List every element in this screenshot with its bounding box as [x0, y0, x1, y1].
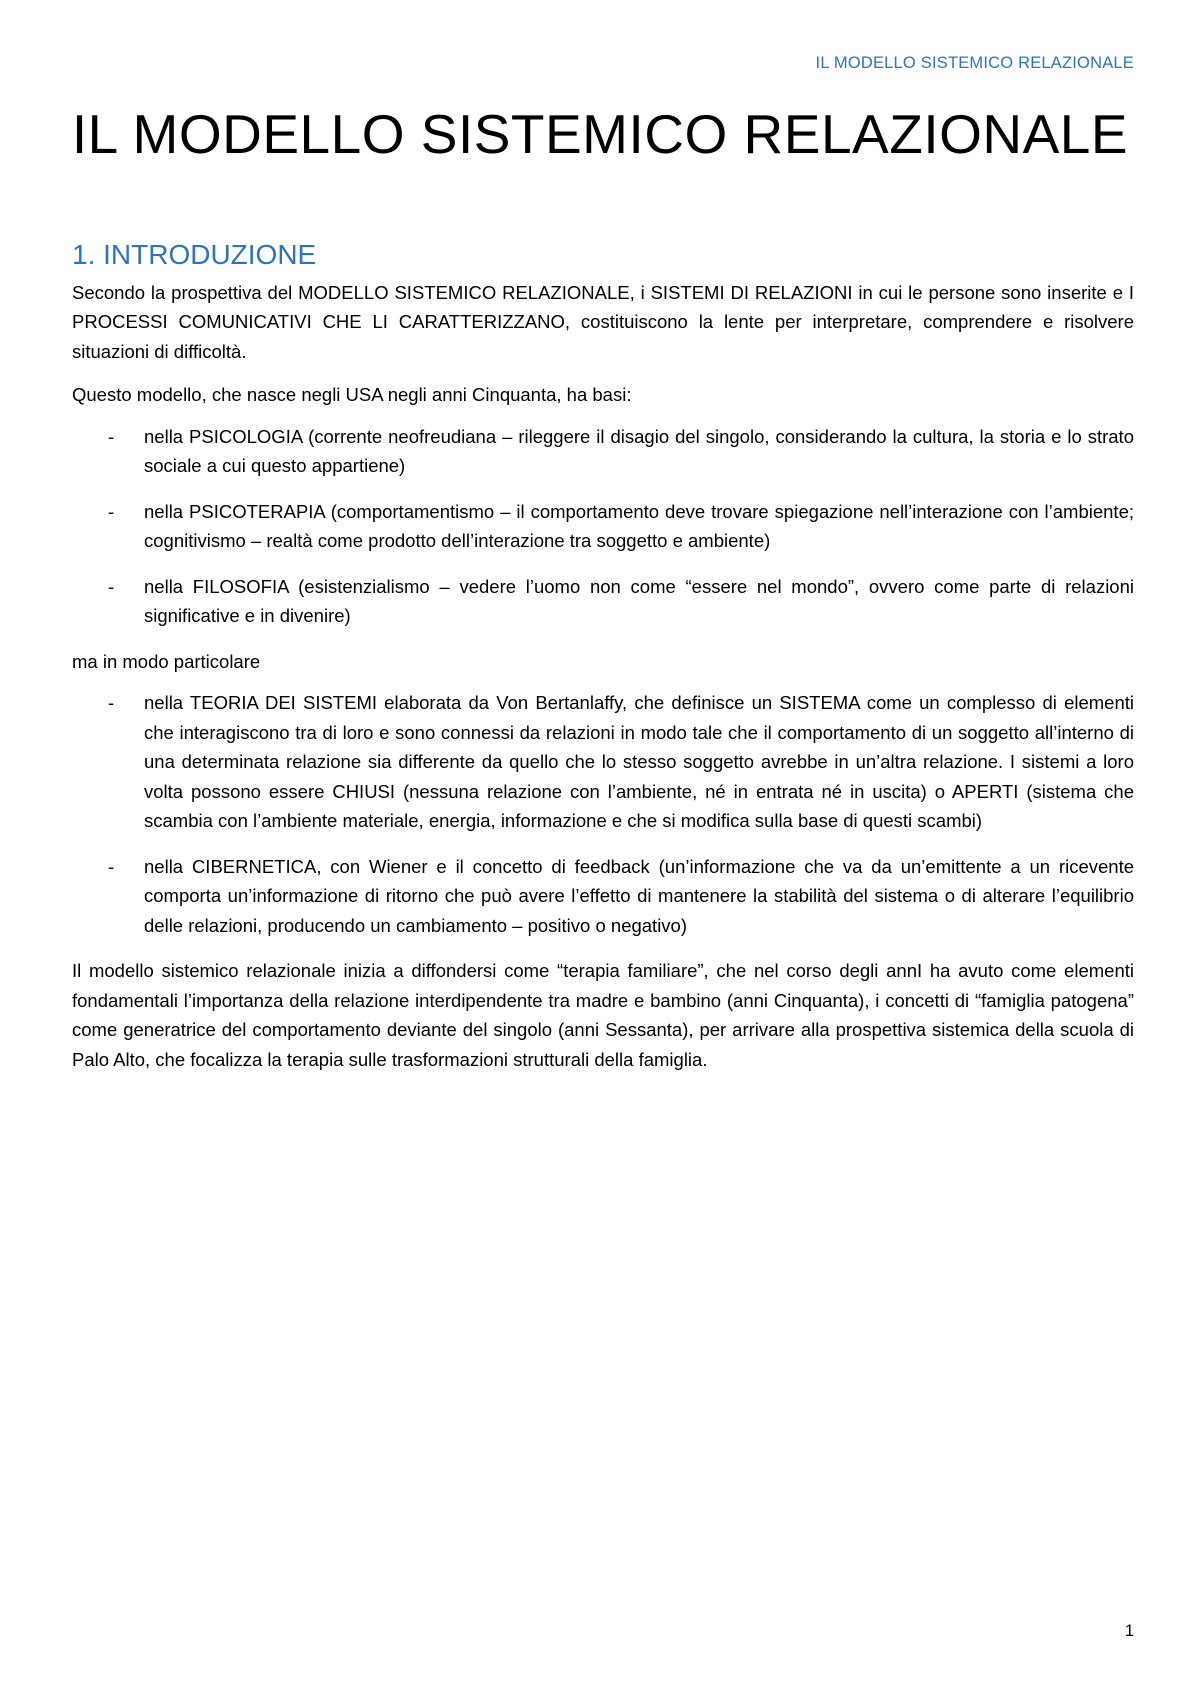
- paragraph-intro: Secondo la prospettiva del MODELLO SISTEMICO RELAZIONALE, i SISTEMI DI RELAZIONI in cui le persone sono inserite e I PROCESSI COMUNICATIVI CHE LI CARATTERIZZANO, costituiscono la lente per interpretare, comprendere e risolvere situazioni di difficoltà.: [72, 281, 1134, 362]
- list-item-text: nella PSICOTERAPIA (comportamentismo – il comportamento deve trovare spiegazione nell’interazione con l’ambiente; cognitivismo – realtà come prodotto dell’interazione tra soggetto e ambiente): [144, 500, 1134, 552]
- section-heading: 1. INTRODUZIONE: [72, 239, 317, 270]
- paragraph-basis: Questo modello, che nasce negli USA negli anni Cinquanta, ha basi:: [72, 384, 632, 406]
- list-item: [72, 497, 1134, 556]
- paragraph-particular: ma in modo particolare: [72, 650, 261, 672]
- list-item: [72, 688, 1134, 836]
- list-item: [72, 852, 1134, 941]
- list-dash: -: [108, 855, 115, 877]
- list-dash: -: [108, 575, 115, 597]
- paragraph-conclusion: Il modello sistemico relazionale inizia a diffondersi come “terapia familiare”, che nel corso degli annI ha avuto come elementi fondamentali l’importanza della relazione interdipendente tra madre e bambino (anni Cinquanta), i concetti di “famiglia patogena” come generatrice del comportamento deviante del singolo (anni Sessanta), per arrivare alla prospettiva sistemica della scuola di Palo Alto, che focalizza la terapia sulle trasformazioni strutturali della famiglia.: [72, 960, 1134, 1070]
- list-item: [72, 422, 1134, 481]
- document-title: IL MODELLO SISTEMICO RELAZIONALE: [71, 103, 1129, 165]
- list-item-text: nella FILOSOFIA (esistenzialismo – vedere l’uomo non come “essere nel mondo”, ovvero come parte di relazioni significative e in divenire): [144, 575, 1134, 627]
- list-item-text: nella TEORIA DEI SISTEMI elaborata da Von Bertanlaffy, che definisce un SISTEMA come un complesso di elementi che interagiscono tra di loro e sono connessi da relazioni in modo tale che il comportamento di un soggetto all’interno di una determinata relazione sia differente da quello che lo stesso soggetto avrebbe in un’altra relazione. I sistemi a loro volta possono essere CHIUSI (nessuna relazione con l’ambiente, né in entrata né in uscita) o APERTI (sistema che scambia con l’ambiente materiale, energia, informazione e che si modifica sulla base di questi scambi): [144, 692, 1134, 832]
- list-item-text: nella PSICOLOGIA (corrente neofreudiana – rileggere il disagio del singolo, considerando la cultura, la storia e lo strato sociale a cui questo appartiene): [144, 425, 1134, 477]
- particular-list: [72, 688, 1134, 940]
- document-body: [72, 238, 1134, 1088]
- list-item: [72, 572, 1134, 631]
- list-item-text: nella CIBERNETICA, con Wiener e il concetto di feedback (un’informazione che va da un’emittente a un ricevente comporta un’informazione di ritorno che può avere l’effetto di mantenere la stabilità del sistema o di alterare l’equilibrio delle relazioni, producendo un cambiamento – positivo o negativo): [144, 855, 1134, 936]
- list-dash: -: [108, 692, 115, 714]
- list-dash: -: [108, 500, 115, 522]
- page-number: 1: [1124, 1622, 1134, 1640]
- list-dash: -: [108, 425, 115, 447]
- running-header: IL MODELLO SISTEMICO RELAZIONALE: [815, 54, 1134, 72]
- basis-list: [72, 422, 1134, 631]
